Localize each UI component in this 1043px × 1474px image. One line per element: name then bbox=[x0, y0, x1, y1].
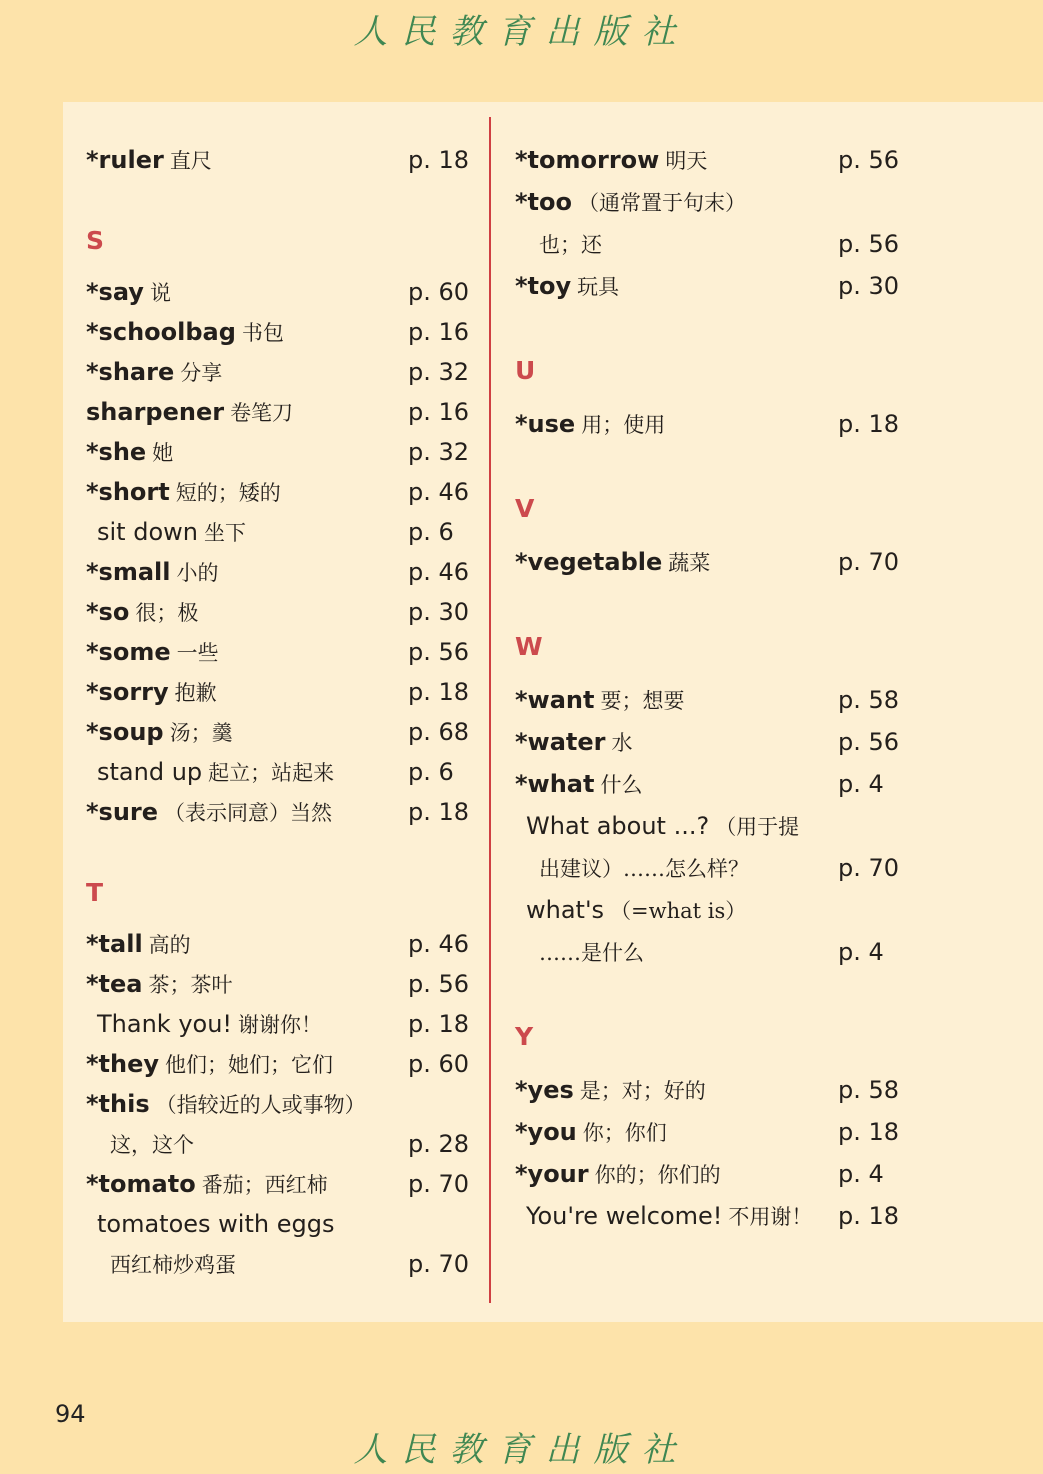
page-reference: p. 58 bbox=[838, 686, 900, 714]
chinese-meaning: 水 bbox=[611, 731, 633, 755]
section-letter: Y bbox=[515, 1022, 534, 1051]
chinese-meaning: 这，这个 bbox=[110, 1133, 194, 1157]
page-reference: p. 70 bbox=[408, 1250, 470, 1278]
headword: *some bbox=[86, 638, 171, 666]
glossary-entry bbox=[515, 545, 710, 579]
headword: *want bbox=[515, 686, 595, 714]
glossary-entry bbox=[86, 555, 219, 589]
page-reference: p. 46 bbox=[408, 558, 470, 586]
glossary-entry bbox=[97, 755, 334, 789]
glossary-entry bbox=[86, 967, 233, 1001]
chinese-meaning: ……是什么 bbox=[539, 941, 644, 965]
section-letter: U bbox=[515, 356, 536, 385]
glossary-entry bbox=[515, 1115, 667, 1149]
page-reference: p. 18 bbox=[838, 1202, 900, 1230]
glossary-entry bbox=[515, 1157, 721, 1191]
glossary-entry bbox=[526, 809, 799, 843]
publisher-logo: 人民教育出版社 bbox=[353, 12, 690, 52]
page-reference: p. 32 bbox=[408, 438, 470, 466]
page-reference: p. 18 bbox=[838, 1118, 900, 1146]
glossary-entry bbox=[86, 143, 212, 177]
glossary-entry bbox=[110, 1127, 194, 1161]
chinese-meaning: （=what is） bbox=[610, 899, 747, 923]
page-reference: p. 18 bbox=[408, 1010, 470, 1038]
glossary-entry bbox=[539, 227, 602, 261]
headword: *tomorrow bbox=[515, 146, 660, 174]
page-reference: p. 6 bbox=[408, 518, 454, 546]
chinese-meaning: 很；极 bbox=[135, 601, 199, 625]
headword: *toy bbox=[515, 272, 572, 300]
phrase: What about ...? bbox=[526, 812, 710, 840]
page-reference: p. 46 bbox=[408, 930, 470, 958]
phrase: You're welcome! bbox=[526, 1202, 723, 1230]
chinese-meaning: 抱歉 bbox=[174, 681, 217, 705]
chinese-meaning: 起立；站起来 bbox=[208, 761, 335, 785]
chinese-meaning: 什么 bbox=[600, 773, 643, 797]
glossary-entry bbox=[110, 1247, 236, 1281]
page-reference: p. 56 bbox=[408, 638, 470, 666]
glossary-entry bbox=[86, 715, 233, 749]
headword: *tall bbox=[86, 930, 143, 958]
chinese-meaning: 你的；你们的 bbox=[594, 1163, 721, 1187]
chinese-meaning: 出建议）……怎么样？ bbox=[539, 857, 749, 881]
glossary-entry bbox=[515, 407, 665, 441]
phrase: sit down bbox=[97, 518, 198, 546]
headword: *small bbox=[86, 558, 171, 586]
page-reference: p. 68 bbox=[408, 718, 470, 746]
glossary-entry bbox=[86, 315, 284, 349]
headword: sharpener bbox=[86, 398, 225, 426]
chinese-meaning: 不用谢！ bbox=[728, 1205, 813, 1229]
page-reference: p. 18 bbox=[838, 410, 900, 438]
page-reference: p. 16 bbox=[408, 318, 470, 346]
page-reference: p. 56 bbox=[408, 970, 470, 998]
section-letter: S bbox=[86, 226, 105, 255]
glossary-entry bbox=[86, 1047, 333, 1081]
headword: *what bbox=[515, 770, 595, 798]
headword: *short bbox=[86, 478, 170, 506]
page-reference: p. 18 bbox=[408, 798, 470, 826]
headword: *sorry bbox=[86, 678, 169, 706]
section-letter: W bbox=[515, 632, 543, 661]
glossary-entry bbox=[539, 935, 644, 969]
chinese-meaning: 小的 bbox=[176, 561, 219, 585]
headword: *say bbox=[86, 278, 144, 306]
page-reference: p. 18 bbox=[408, 678, 470, 706]
glossary-entry bbox=[515, 725, 633, 759]
headword: *you bbox=[515, 1118, 577, 1146]
page-reference: p. 32 bbox=[408, 358, 470, 386]
page-reference: p. 58 bbox=[838, 1076, 900, 1104]
publisher-logo-bottom: 人民教育出版社 bbox=[353, 1430, 690, 1470]
headword: *yes bbox=[515, 1076, 574, 1104]
headword: *share bbox=[86, 358, 175, 386]
phrase: Thank you! bbox=[97, 1010, 233, 1038]
page-reference: p. 28 bbox=[408, 1130, 470, 1158]
glossary-entry bbox=[515, 1073, 706, 1107]
chinese-meaning: 书包 bbox=[241, 321, 284, 345]
glossary-entry bbox=[86, 595, 198, 629]
chinese-meaning: 茶；茶叶 bbox=[148, 973, 233, 997]
column-divider bbox=[489, 117, 491, 1303]
chinese-meaning: 一些 bbox=[176, 641, 219, 665]
glossary-entry bbox=[515, 683, 684, 717]
page-reference: p. 30 bbox=[838, 272, 900, 300]
chinese-meaning: （指较近的人或事物） bbox=[155, 1093, 366, 1117]
headword: *your bbox=[515, 1160, 589, 1188]
chinese-meaning: 明天 bbox=[665, 149, 708, 173]
chinese-meaning: 短的；矮的 bbox=[175, 481, 281, 505]
glossary-entry bbox=[86, 795, 332, 829]
glossary-entry bbox=[86, 1167, 328, 1201]
chinese-meaning: 卷笔刀 bbox=[230, 401, 294, 425]
chinese-meaning: 用；使用 bbox=[581, 413, 666, 437]
glossary-entry bbox=[515, 185, 746, 219]
glossary-entry bbox=[515, 143, 707, 177]
chinese-meaning: 蔬菜 bbox=[668, 551, 711, 575]
headword: *vegetable bbox=[515, 548, 663, 576]
phrase: stand up bbox=[97, 758, 203, 786]
chinese-meaning: 她 bbox=[152, 441, 174, 465]
page-reference: p. 30 bbox=[408, 598, 470, 626]
glossary-entry bbox=[515, 767, 642, 801]
headword: *too bbox=[515, 188, 572, 216]
page-reference: p. 18 bbox=[408, 146, 470, 174]
page-reference: p. 4 bbox=[838, 770, 884, 798]
glossary-entry bbox=[86, 1087, 366, 1121]
chinese-meaning: （通常置于句末） bbox=[578, 191, 746, 215]
headword: *they bbox=[86, 1050, 160, 1078]
chinese-meaning: 番茄；西红柿 bbox=[201, 1173, 328, 1197]
glossary-entry bbox=[97, 515, 246, 549]
glossary-entry bbox=[526, 1199, 812, 1233]
page-reference: p. 70 bbox=[838, 854, 900, 882]
glossary-entry bbox=[86, 635, 219, 669]
chinese-meaning: 玩具 bbox=[577, 275, 620, 299]
glossary-entry bbox=[86, 475, 281, 509]
chinese-meaning: 汤；羹 bbox=[169, 721, 233, 745]
glossary-entry bbox=[86, 435, 173, 469]
page-reference: p. 70 bbox=[408, 1170, 470, 1198]
page-reference: p. 4 bbox=[838, 938, 884, 966]
page-reference: p. 46 bbox=[408, 478, 470, 506]
chinese-meaning: 西红柿炒鸡蛋 bbox=[110, 1253, 236, 1277]
glossary-entry bbox=[86, 355, 222, 389]
page-reference: p. 6 bbox=[408, 758, 454, 786]
page-number: 94 bbox=[55, 1400, 86, 1428]
chinese-meaning: （用于提 bbox=[715, 815, 800, 839]
headword: *so bbox=[86, 598, 130, 626]
page-reference: p. 16 bbox=[408, 398, 470, 426]
chinese-meaning: 你；你们 bbox=[582, 1121, 667, 1145]
chinese-meaning: 高的 bbox=[148, 933, 191, 957]
glossary-entry bbox=[86, 275, 171, 309]
glossary-entry bbox=[97, 1207, 334, 1241]
page-reference: p. 4 bbox=[838, 1160, 884, 1188]
chinese-meaning: 分享 bbox=[180, 361, 223, 385]
phrase: what's bbox=[526, 896, 605, 924]
chinese-meaning: （表示同意）当然 bbox=[164, 801, 333, 825]
page-reference: p. 56 bbox=[838, 146, 900, 174]
page-reference: p. 70 bbox=[838, 548, 900, 576]
chinese-meaning: 直尺 bbox=[169, 149, 212, 173]
headword: *ruler bbox=[86, 146, 164, 174]
chinese-meaning: 也；还 bbox=[539, 233, 602, 257]
glossary-entry bbox=[86, 927, 191, 961]
chinese-meaning: 是；对；好的 bbox=[579, 1079, 706, 1103]
glossary-entry bbox=[515, 269, 619, 303]
headword: *she bbox=[86, 438, 147, 466]
headword: *tomato bbox=[86, 1170, 196, 1198]
glossary-entry bbox=[526, 893, 746, 927]
page-reference: p. 56 bbox=[838, 230, 900, 258]
chinese-meaning: 谢谢你！ bbox=[238, 1013, 323, 1037]
glossary-entry bbox=[86, 675, 217, 709]
page-reference: p. 60 bbox=[408, 1050, 470, 1078]
headword: *tea bbox=[86, 970, 143, 998]
page-reference: p. 56 bbox=[838, 728, 900, 756]
chinese-meaning: 要；想要 bbox=[600, 689, 685, 713]
headword: *sure bbox=[86, 798, 159, 826]
headword: *schoolbag bbox=[86, 318, 236, 346]
chinese-meaning: 坐下 bbox=[203, 521, 246, 545]
headword: *soup bbox=[86, 718, 164, 746]
page-reference: p. 60 bbox=[408, 278, 470, 306]
headword: *use bbox=[515, 410, 576, 438]
section-letter: V bbox=[515, 494, 535, 523]
headword: *this bbox=[86, 1090, 150, 1118]
section-letter: T bbox=[86, 878, 104, 907]
glossary-entry bbox=[86, 395, 293, 429]
chinese-meaning: 说 bbox=[149, 281, 171, 305]
glossary-entry bbox=[539, 851, 749, 885]
headword: *water bbox=[515, 728, 606, 756]
phrase: tomatoes with eggs bbox=[97, 1210, 335, 1238]
chinese-meaning: 他们；她们；它们 bbox=[165, 1053, 334, 1077]
glossary-entry bbox=[97, 1007, 322, 1041]
